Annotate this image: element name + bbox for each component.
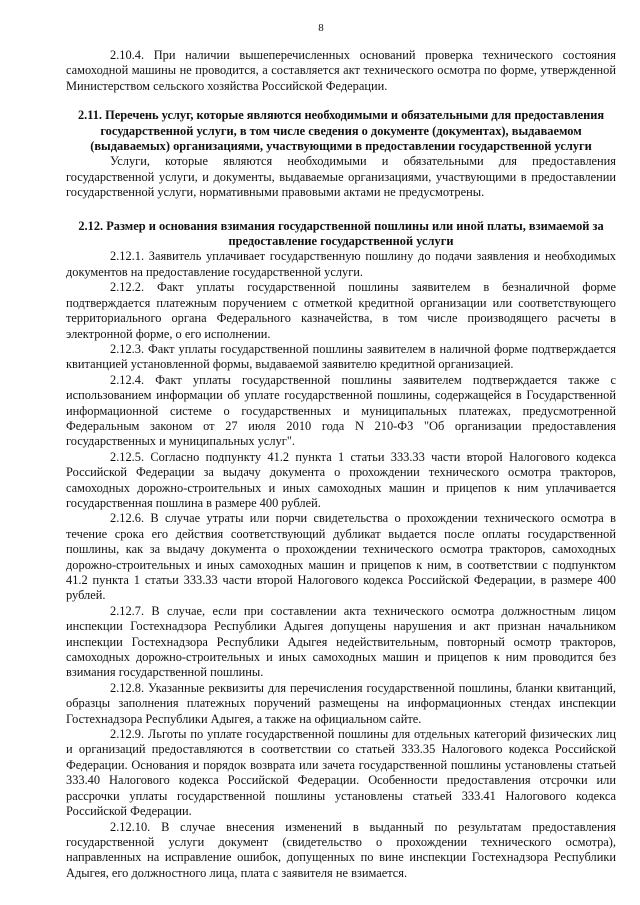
paragraph-2-12-10: 2.12.10. В случае внесения изменений в выданный по результатам предоставления государственной услуги документ (свидетельство о прохождении технического осмотра), направленных на исправление ошибок, допущенных по вине инспекции Гостехнадзора Республики Адыгея, его должностного лица, плата с заявителя не взимается. [66,819,616,880]
paragraph-2-12-5: 2.12.5. Согласно подпункту 41.2 пункта 1 статьи 333.33 части второй Налогового кодекса Российской Федерации за выдачу документа о прохождении технического осмотра тракторов, самоходных дорожно-строительных и иных самоходных машин и прицепов к ним уплачивается государственная пошлина в размере 400 рублей. [66,449,616,510]
paragraph-2-12-8: 2.12.8. Указанные реквизиты для перечисления государственной пошлины, бланки квитанций, образцы заполнения платежных поручений размещены на информационных стендах инспекции Гостехнадзора Республики Адыгея, а также на официальном сайте. [66,680,616,726]
section-2-12 [66,219,616,881]
section-heading-2-11: 2.11. Перечень услуг, которые являются необходимыми и обязательными для предоставления государственной услуги, в том числе сведения о документе (документах), выдаваемом (выдаваемых) организациями, участвующими в предоставлении государственной услуги [77,108,605,154]
paragraph-2-12-2: 2.12.2. Факт уплаты государственной пошлины заявителем в безналичной форме подтверждается платежным поручением с отметкой кредитной организации или соответствующего территориального органа Федерального казначейства, в том числе производящего расчеты в электронной форме, о его исполнении. [66,280,616,341]
paragraph-2-12-9: 2.12.9. Льготы по уплате государственной пошлины для отдельных категорий физических лиц и организаций предоставляются в соответствии со статьей 333.35 Налогового кодекса Российской Федерации. Основания и порядок возврата или зачета государственной пошлины установлены статьей 333.40 Налогового кодекса Российской Федерации. Особенности предоставления отсрочки или рассрочки уплаты государственной пошлины установлены статьей 333.41 Налогового кодекса Российской Федерации. [66,727,616,819]
paragraph-2-12-6: 2.12.6. В случае утраты или порчи свидетельства о прохождении технического осмотра в течение срока его действия соответствующий дубликат выдается после оплаты государственной пошлины, как за выдачу документа о прохождении технического осмотра тракторов, самоходных дорожно-строительных и иных самоходных машин и прицепов к ним, в соответствии с подпунктом 41.2 пункта 1 статьи 333.33 части второй Налогового кодекса Российской Федерации, в размере 400 рублей. [66,511,616,603]
paragraph-2-11-text: Услуги, которые являются необходимыми и обязательными для предоставления государственной услуги, и документы, выдаваемые организациями, участвующими в предоставлении государственной услуги, нормативными правовыми актами не предусмотрены. [66,154,616,200]
paragraph-2-10-4: 2.10.4. При наличии вышеперечисленных оснований проверка технического состояния самоходной машины не проводится, а составляется акт технического осмотра по форме, утвержденной Министерством сельского хозяйства Российской Федерации. [66,48,616,93]
section-2-11 [66,108,616,200]
paragraph-2-12-3: 2.12.3. Факт уплаты государственной пошлины заявителем в наличной форме подтверждается квитанцией установленной формы, выдаваемой заявителю кредитной организацией. [66,341,616,372]
page-number: 8 [318,22,324,34]
paragraph-2-12-4: 2.12.4. Факт уплаты государственной пошлины заявителем подтверждается также с использованием информации об уплате государственной пошлины, содержащейся в Государственной информационной системе о государственных и муниципальных платежах, предусмотренной Федеральным законом от 27 июля 2010 года N 210-ФЗ "Об организации предоставления государственных и муниципальных услуг". [66,372,616,449]
paragraph-2-12-7: 2.12.7. В случае, если при составлении акта технического осмотра должностным лицом инспекции Гостехнадзора Республики Адыгея допущены нарушения и акт признан начальником инспекции Гостехнадзора Республики Адыгея недействительным, повторный осмотр тракторов, самоходных дорожно-строительных и иных самоходных машин и прицепов к ним проводится без взимания государственной пошлины. [66,603,616,680]
paragraph-2-12-1: 2.12.1. Заявитель уплачивает государственную пошлину до подачи заявления и необходимых документов на предоставление государственной услуги. [66,249,616,279]
section-heading-2-12: 2.12. Размер и основания взимания государственной пошлины или иной платы, взимаемой за предоставление государственной услуги [78,218,604,249]
